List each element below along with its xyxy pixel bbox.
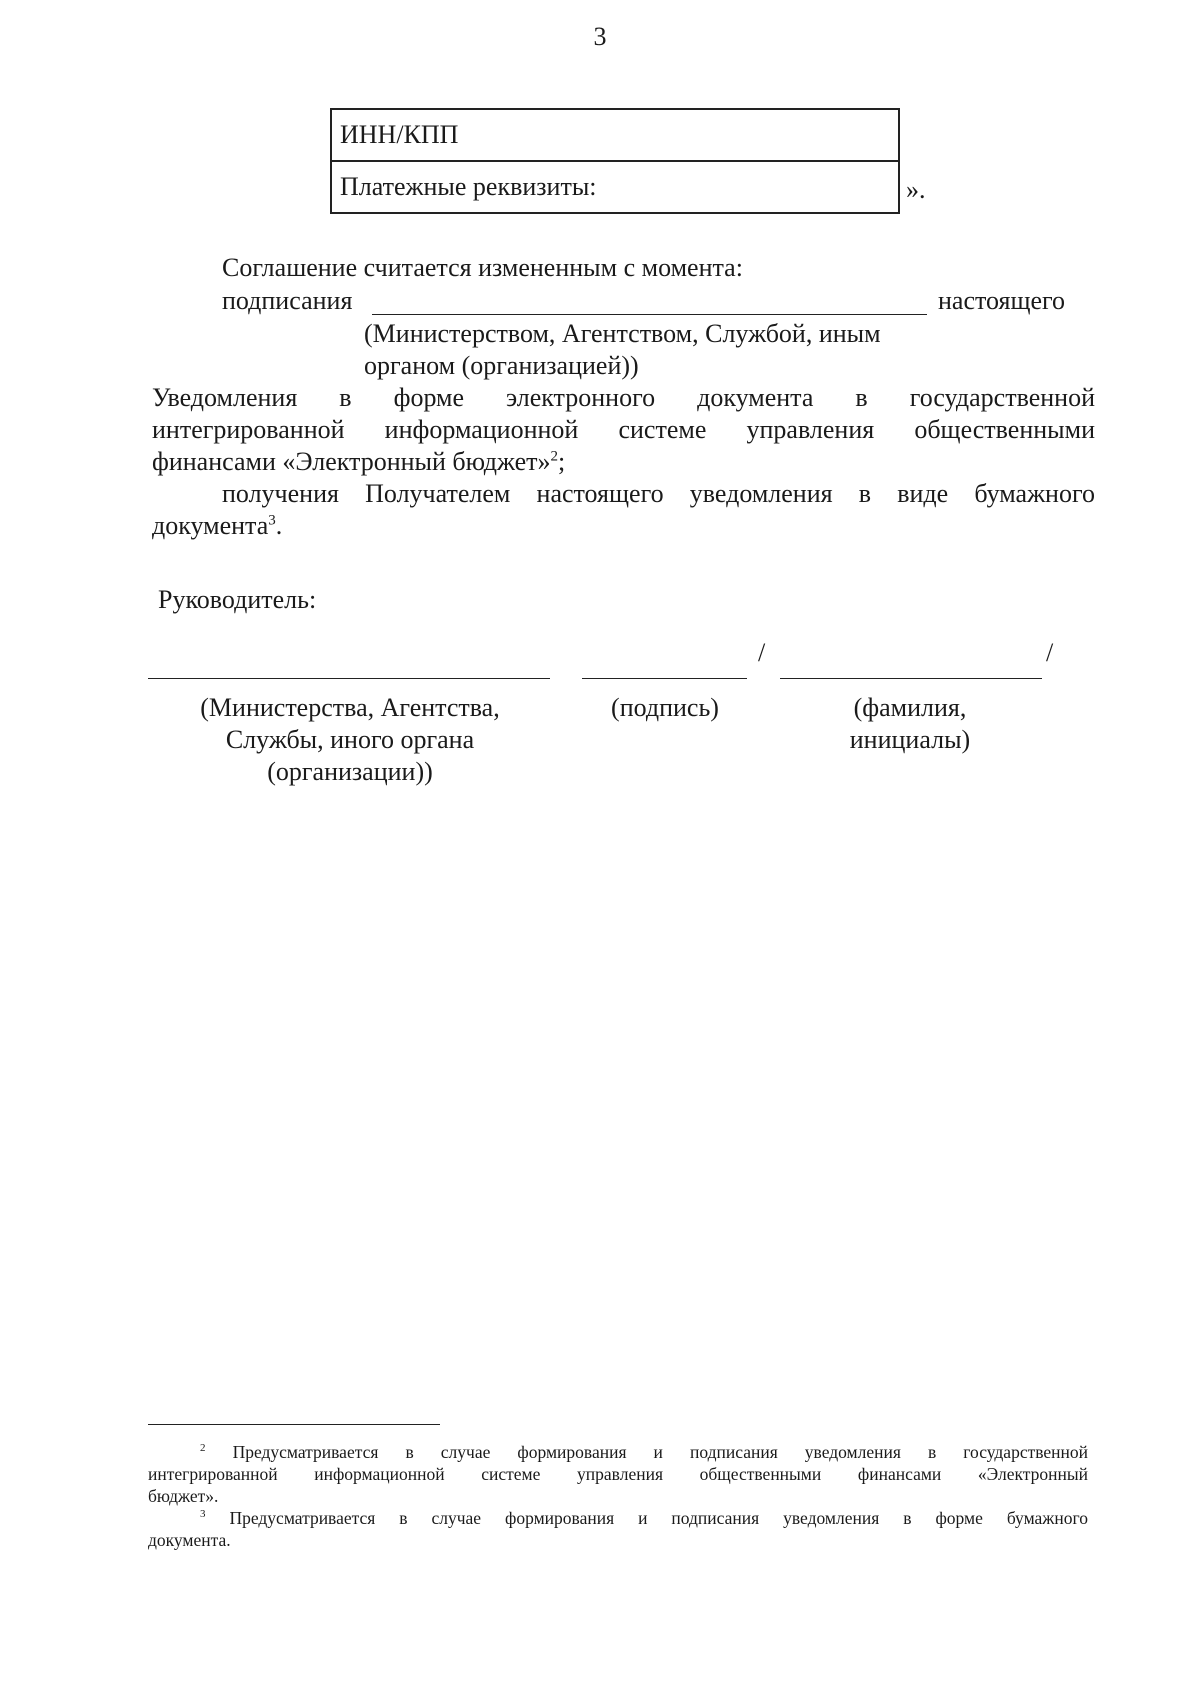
paragraph-1-line-3-text: финансами «Электронный бюджет»	[152, 447, 551, 476]
org-caption-line-1: (Министерства, Агентства,	[200, 693, 500, 722]
paragraph-1-line-3	[152, 446, 565, 478]
name-caption	[810, 692, 1010, 756]
paragraph-2-line-1: получения Получателем настоящего уведомления в виде бумажного	[222, 479, 1095, 508]
paragraph-2-end: .	[275, 511, 283, 540]
name-caption-line-1: (фамилия,	[853, 693, 967, 722]
org-caption	[170, 692, 530, 788]
intro-line: Соглашение считается измененным с момента:	[222, 253, 743, 282]
footnote-2-line-3: бюджет».	[148, 1486, 219, 1506]
footnote-2-line-1-text: Предусматривается в случае формирования и подписания уведомления в государственной	[232, 1442, 1089, 1462]
org-caption-line-3: (организации))	[267, 757, 433, 786]
name-signature-line	[780, 678, 1042, 679]
footnote-ref-2: 2	[550, 448, 558, 465]
footnote-2-line-2: интегрированной информационной системе управления общественными финансами «Электронный	[148, 1464, 1088, 1484]
footnote-3-line-2: документа.	[148, 1530, 231, 1550]
footnote-separator	[148, 1424, 440, 1425]
requisites-table	[330, 108, 900, 214]
footnote-3-mark: 3	[200, 1508, 206, 1521]
footnote-3-line-1-text: Предусматривается в случае формирования и подписания уведомления в форме бумажного	[229, 1508, 1088, 1528]
payment-details-cell: Платежные реквизиты:	[331, 161, 899, 213]
slash-separator: /	[758, 638, 766, 667]
footnote-2-mark: 2	[200, 1442, 206, 1455]
paragraph-1-line-1: Уведомления в форме электронного документа в государственной	[152, 383, 1095, 412]
footnote-ref-3: 3	[268, 512, 276, 529]
footnote-2-line-1	[200, 1441, 1088, 1463]
org-hint-line-1: (Министерством, Агентством, Службой, иным	[364, 319, 881, 348]
table-row	[331, 161, 899, 213]
name-caption-line-2: инициалы)	[849, 725, 971, 754]
page-number: 3	[593, 22, 607, 51]
org-caption-line-2: Службы, иного органа	[225, 725, 475, 754]
paragraph-2-line-2	[152, 510, 282, 542]
signature-line	[582, 678, 747, 679]
signing-word: подписания	[222, 286, 353, 315]
head-label: Руководитель:	[158, 585, 317, 614]
inn-kpp-cell: ИНН/КПП	[331, 109, 899, 161]
present-word: настоящего	[938, 286, 1066, 315]
slash-separator: /	[1046, 638, 1054, 667]
org-signature-line	[148, 678, 550, 679]
paragraph-1-line-2: интегрированной информационной системе управления общественными	[152, 415, 1095, 444]
org-name-blank-line	[372, 314, 927, 315]
paragraph-2-line-2-text: документа	[152, 511, 269, 540]
footnote-3-line-1	[200, 1507, 1088, 1529]
org-hint-line-2: органом (организацией))	[364, 351, 639, 380]
table-row	[331, 109, 899, 161]
sign-caption: (подпись)	[611, 693, 719, 722]
closing-quote: ».	[906, 175, 926, 204]
paragraph-1-end: ;	[558, 447, 566, 476]
